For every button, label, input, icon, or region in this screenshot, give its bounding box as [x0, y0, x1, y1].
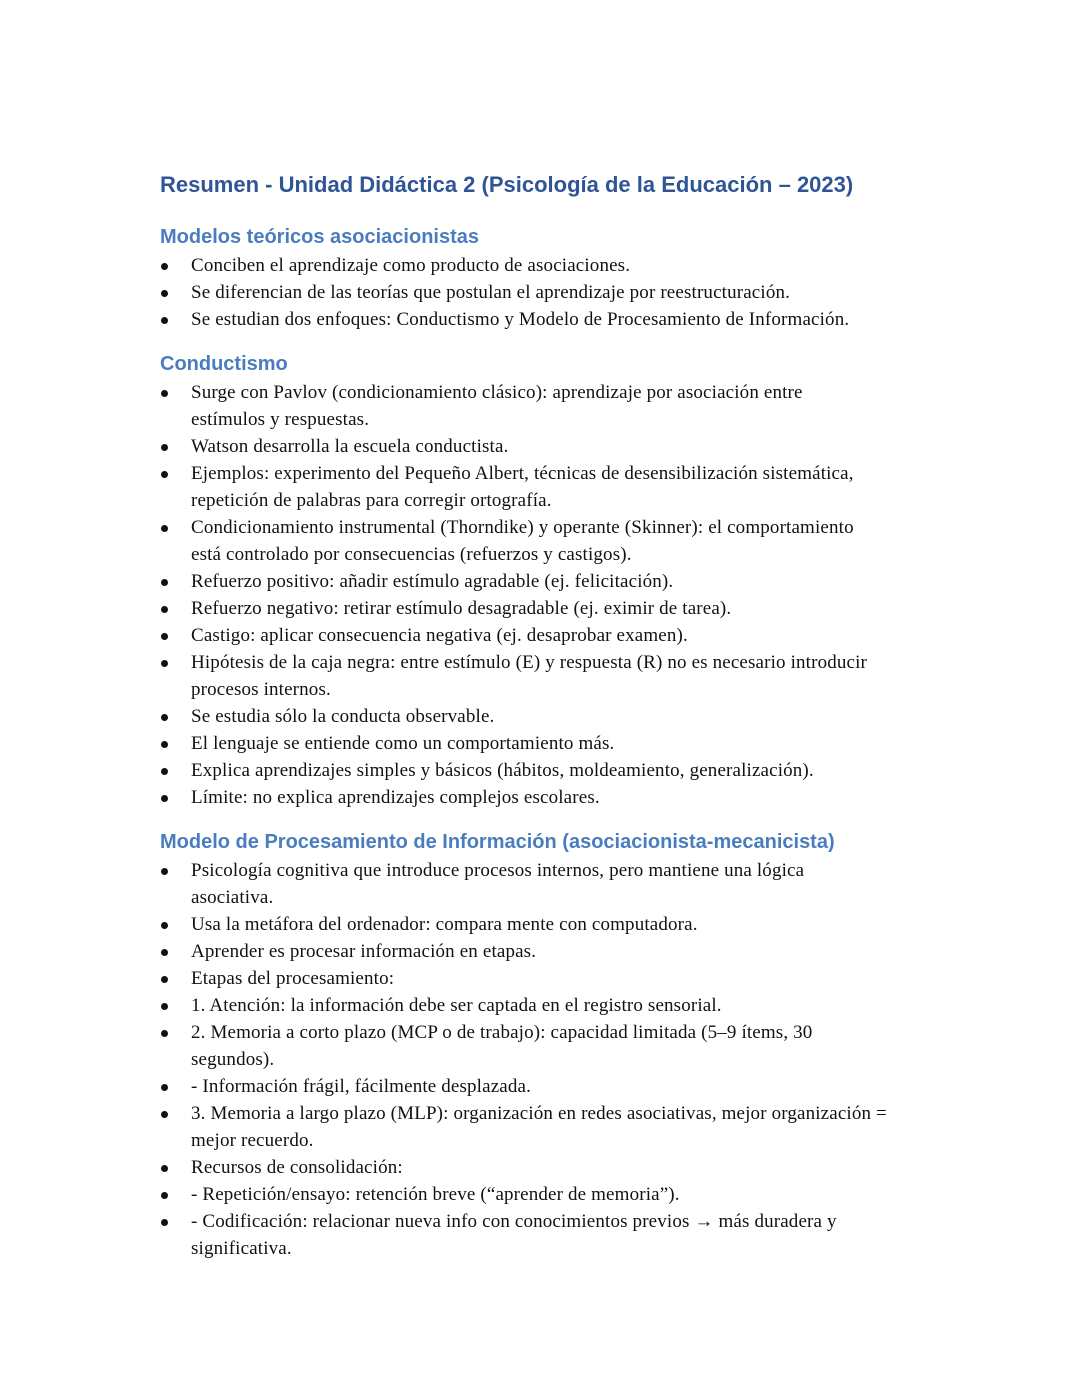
list-item: Condicionamiento instrumental (Thorndike) y operante (Skinner): el comportamiento está controlado por consecuencias (refuerzos y castigos).	[160, 514, 940, 568]
bullet-list	[160, 379, 940, 811]
list-item: Se diferencian de las teorías que postulan el aprendizaje por reestructuración.	[160, 279, 940, 306]
document-title: Resumen - Unidad Didáctica 2 (Psicología de la Educación – 2023)	[160, 172, 854, 197]
bullet-list	[160, 857, 940, 1262]
list-item: Refuerzo negativo: retirar estímulo desagradable (ej. eximir de tarea).	[160, 595, 940, 622]
list-item: Hipótesis de la caja negra: entre estímulo (E) y respuesta (R) no es necesario introducir procesos internos.	[160, 649, 940, 703]
list-item: - Información frágil, fácilmente desplazada.	[160, 1073, 940, 1100]
list-item: Refuerzo positivo: añadir estímulo agradable (ej. felicitación).	[160, 568, 940, 595]
list-item: 1. Atención: la información debe ser captada en el registro sensorial.	[160, 992, 940, 1019]
list-item: Conciben el aprendizaje como producto de asociaciones.	[160, 252, 940, 279]
section-heading: Conductismo	[160, 353, 288, 375]
section-heading: Modelo de Procesamiento de Información (asociacionista-mecanicista)	[160, 831, 835, 853]
list-item: Usa la metáfora del ordenador: compara mente con computadora.	[160, 911, 940, 938]
list-item: Etapas del procesamiento:	[160, 965, 940, 992]
document-page	[160, 168, 940, 1262]
list-item: Watson desarrolla la escuela conductista.	[160, 433, 940, 460]
list-item: 3. Memoria a largo plazo (MLP): organización en redes asociativas, mejor organización = mejor recuerdo.	[160, 1100, 940, 1154]
list-item: Explica aprendizajes simples y básicos (hábitos, moldeamiento, generalización).	[160, 757, 940, 784]
list-item: 2. Memoria a corto plazo (MCP o de trabajo): capacidad limitada (5–9 ítems, 30 segundos).	[160, 1019, 940, 1073]
list-item: Se estudia sólo la conducta observable.	[160, 703, 940, 730]
list-item: Ejemplos: experimento del Pequeño Albert, técnicas de desensibilización sistemática, repetición de palabras para corregir ortografía.	[160, 460, 940, 514]
list-item: Surge con Pavlov (condicionamiento clásico): aprendizaje por asociación entre estímulos y respuestas.	[160, 379, 940, 433]
list-item: Límite: no explica aprendizajes complejos escolares.	[160, 784, 940, 811]
list-item: Recursos de consolidación:	[160, 1154, 940, 1181]
list-item: Castigo: aplicar consecuencia negativa (ej. desaprobar examen).	[160, 622, 940, 649]
list-item: El lenguaje se entiende como un comportamiento más.	[160, 730, 940, 757]
list-item: Aprender es procesar información en etapas.	[160, 938, 940, 965]
list-item: - Repetición/ensayo: retención breve (“aprender de memoria”).	[160, 1181, 940, 1208]
section	[160, 222, 940, 333]
bullet-list	[160, 252, 940, 333]
list-item: Se estudian dos enfoques: Conductismo y Modelo de Procesamiento de Información.	[160, 306, 940, 333]
section	[160, 827, 940, 1262]
section-heading: Modelos teóricos asociacionistas	[160, 226, 479, 248]
list-item: Psicología cognitiva que introduce procesos internos, pero mantiene una lógica asociativa.	[160, 857, 940, 911]
list-item: - Codificación: relacionar nueva info con conocimientos previos → más duradera y significativa.	[160, 1208, 940, 1262]
section	[160, 349, 940, 811]
